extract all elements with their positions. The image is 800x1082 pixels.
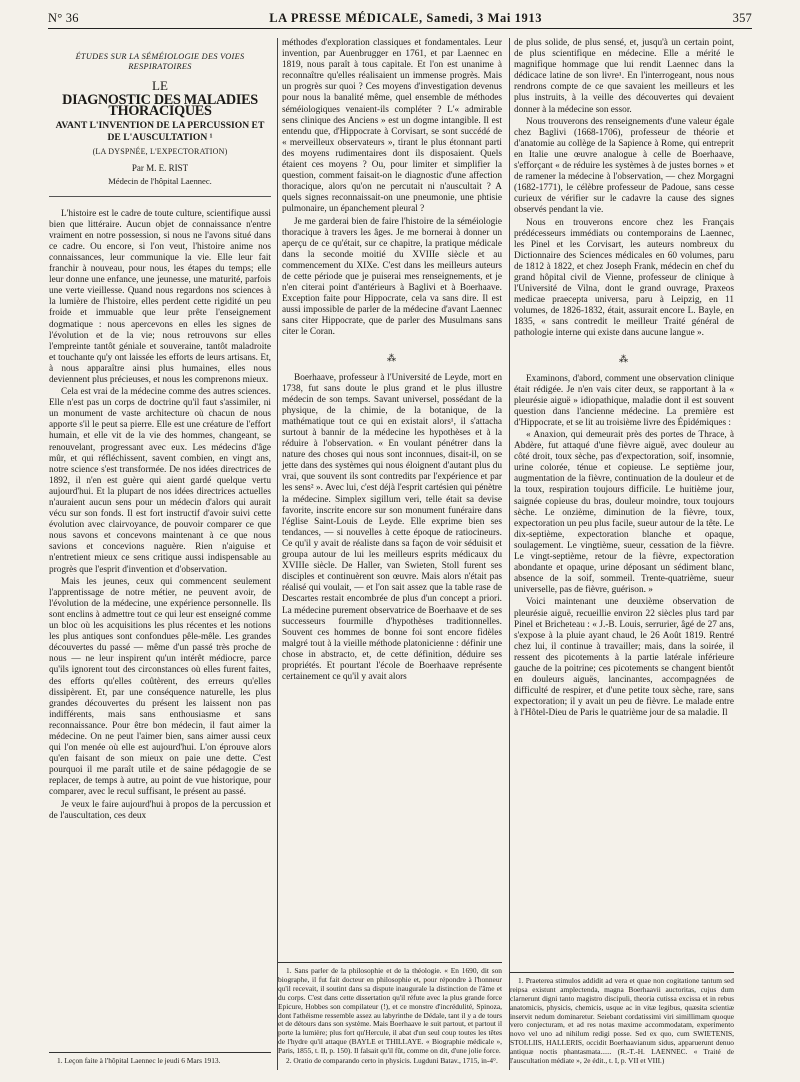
body-paragraph: Cela est vrai de la médecine comme des autres sciences. Elle n'est pas un corps de doctrine qu'il faut s'assimiler, ni un monument de vaste architecture où chacun de nous apporte s'il le peut sa pierre. Elle est une créature de l'effort humain, et elle vit de la vie des hommes, changeant, se renouvelant, progressant avec eux. Les médecins d'âge mûr, et qui réfléchissent, savent combien, en vingt ans, notre science s'est transformée. De nos idées directrices de 1892, il n'en est guère qui aient gardé quelque vertu aujourd'hui. Et la plupart de nos idées directrices actuelles n'auraient aucun sens pour un médecin d'alors qui aurait vécu sur son fonds. Il est fort instructif d'avoir suivi cette évolution avec clairvoyance, de pouvoir comparer ce que nous savons et concevons maintenant à ce que nous savions et concevions naguère. Rien n'aiguise et n'entretient mieux ce sens critique aussi indispensable au progrès que l'esprit d'invention et d'observation.	[49, 387, 271, 575]
body-paragraph: Voici maintenant une deuxième observation de pleurésie aiguë, recueillie environ 22 siècles plus tard par Pinel et Bricheteau : « J.-B. Louis, serrurier, âgé de 27 ans, s'expose à la pluie ayant chaud, le 26 Août 1819. Rentré chez lui, il continue à travailler; mais, dans la soirée, il ressent des picotements à la partie latérale inférieure gauche de la poitrine; ces picotements se changent bientôt en douleurs aiguës, lancinantes, accompagnées de difficulté de respirer, et d'une petite toux sèche, rare, sans expectoration; il y avait un peu de fièvre. Le malade entre à l'Hôtel-Dieu de Paris le quatrième jour de sa maladie. Il	[514, 597, 734, 719]
footnotes	[278, 952, 502, 1066]
body-paragraph: Nous trouverons des renseignements d'une valeur égale chez Baglivi (1668-1706), professeur de théorie et d'anatomie au collège de la Sapience à Rome, qui entreprit en Italie une œuvre analogue à celle de Boerhaave, s'efforçant « de réduire les systèmes à de justes bornes » et de ramener la médecine à l'observation, — chez Morgagni (1682-1771), le célèbre professeur de Padoue, sans cesse curieux de vérifier sur le cadavre la cause des signes observés pendant la vie.	[514, 116, 734, 216]
column-1	[49, 38, 271, 1070]
section-asterism: ⁂	[619, 353, 629, 364]
footnote: 1. Sans parler de la philosophie et de la théologie. « En 1690, dit son biographe, il fut fait docteur en philosophie et, pour répondre à l'honneur qu'il recevait, il soutint dans sa dispute inaugurale la distinction de l'âme et du corps. C'est dans cette dissertation qu'il réfute avec la plus grande force Epicure, Hobbes son compilateur (!), et ce monstre d'incrédulité, Spinoza, dont l'athéisme ressemble assez au labyrinthe de Dédale, tant il y a de tours et de détours dans son système. Mais Boerhaave le suit partout, et partout il porte la lumière; plus fort qu'Hercule, il abat d'un seul coup toutes les têtes de l'hydre qu'il attaque (BAYLE et THILLAYE. « Biographie médicale », Paris, 1855, t. II, p. 150). Il falsait qu'il fût, comme on dit, d'une jolie force.	[278, 966, 502, 1056]
body-paragraph: L'histoire est le cadre de toute culture, scientifique aussi bien que littéraire. Aucun objet de connaissance n'entre vraiment en notre possession, si nous ne l'avons situé dans ce cadre. Ou encore, si l'on veut, l'histoire anime nos connaissances, leur communique la vie. Elle leur fait franchir à nouveau, pour nous, les étapes du temps; elle leur donne une enfance, une jeunesse, une maturité, parfois une verte vieillesse. Quand nous regardons nos sciences à la lumière de l'histoire, elles perdent cette rigidité un peu froide et immuable que leur prête l'enseignement dogmatique : nous apercevons en elles les signes de l'évolution et de la vie; nous retrouvons sur elles l'empreinte tantôt géniale et souveraine, tantôt maladroite et touchante qu'y ont laissée les efforts de leurs artisans. Et, à nous apparaître ainsi plus humaines, elles nous deviennent plus précieuses, et nous les comprenons mieux.	[49, 208, 271, 385]
body-paragraph: Je me garderai bien de faire l'histoire de la séméiologie thoracique à travers les âges. Je me bornerai à donner un aperçu de ce qu'était, sur ce chapitre, la pratique médicale dans la seconde moitié du XVIIIe siècle et au commencement du XIXe. C'est dans les meilleurs auteurs de cette période que je puiserai mes renseignements, et je n'en citerai point d'antérieurs à Baglivi et à Boerhaave. Exception faite pour Hippocrate, cela va sans dire. Il est aussi impossible de parler de la médecine d'avant Laennec sans citer Hippocrate, que de parler des Musulmans sans citer le Coran.	[282, 216, 502, 338]
column-2	[277, 38, 502, 1070]
footnote: 1. Leçon faite à l'hôpital Laennec le jeudi 6 Mars 1913.	[57, 1056, 221, 1066]
body-paragraph: Mais les jeunes, ceux qui commencent seulement l'apprentissage de notre métier, ne peuvent avoir, de l'évolution de la médecine, une expérience personnelle. Ils sont enclins à admettre tout ce qui leur est enseigné comme un bloc où les acquisitions les plus récentes et les notions les plus antiques sont confondues pêle-mêle. Les grandes découvertes du passé — même d'un passé très proche de nous — ne leur inspirent qu'un intérêt médiocre, parce qu'ils ignorent tout des circonstances où elles furent faites, des efforts qu'elles coûtèrent, des erreurs qu'elles dissipèrent. Et, par une conséquence naturelle, les plus grandes découvertes du présent les laissent non pas indifférents, mais sans enthousiasme et sans reconnaissance. Pour être bon médecin, il faut aimer la médecine. On ne peut l'aimer bien, sans aimer aussi ceux qui l'on menée où elle est aujourd'hui. L'on éprouve alors qu'en faisant de son mieux on paie une dette. C'est pourquoi il me paraît utile et de saine pédagogie de se replacer, de temps à autre, au point de vue historique, pour comparer, avec le recul suffisant, le présent au passé.	[49, 576, 271, 798]
body-paragraph: Je veux le faire aujourd'hui à propos de la percussion et de l'auscultation, ces deux	[49, 799, 271, 821]
article-subtitle: AVANT L'INVENTION DE LA PERCUSSION ET DE L'AUSCULTATION ¹	[55, 120, 265, 143]
author-affiliation: Médecin de l'hôpital Laennec.	[49, 176, 271, 196]
body-paragraph: Nous en trouverons encore chez les Français prédécesseurs immédiats ou contemporains de Laennec, les Pinel et les Corvisart, les auteurs nombreux du Dictionnaire des Sciences médicales en 60 volumes, paru de 1812 à 1822, et chez Joseph Frank, médecin en chef du grand hôpital civil de Vienne, professeur de clinique à l'Université de Vilna, dont le grand ouvrage, Praxeos medicae praecepta universa, paru à Leipzig, en 11 volumes, de 1826-1832, était, assurait encore L. Bayle, en 1835, « sans contredit le meilleur Traité général de pathologie interne qui existe dans aucune langue ».	[514, 217, 734, 339]
footnotes	[49, 1042, 271, 1066]
body-paragraph: Boerhaave, professeur à l'Université de Leyde, mort en 1738, fut sans doute le plus grand et le plus illustre médecin de son temps. Savant universel, possédant de la physique, de la chimie, de la botanique, de la mathématique tout ce qui en existait alors¹, il s'attacha surtout à bannir de la médecine les hypothèses et à la réduire à l'observation. « En voulant pénétrer dans la nature des choses qui nous sont inconnues, disait-il, on se jette dans des systèmes qui nous éloignent d'autant plus du vrai, que souvent ils sont contredits par l'expérience et par les sens² ». Avec lui, c'est déjà l'esprit cartésien qui pénètre la médecine. Simplex sigillum veri, telle était sa devise favorite, inscrite encore sur son monument funéraire dans l'église Saint-Louis de Leyde. Elle exprime bien ses tendances, — si nouvelles à cette époque de ratiocineurs. Ce qu'il y avait de réaliste dans sa façon de voir séduisit et groupa autour de lui les meilleurs esprits médicaux du XVIIIe siècle. De Haller, van Swieten, Stoll furent ses disciples et continuèrent son œuvre. Mais alors n'était pas réalisé qui voulait, — et l'on sait assez que la table rase de Descartes restait encombrée de plus d'un concept a priori. La médecine purement observatrice de Boerhaave et de ses successeurs fourmille d'hypothèses traditionnelles. Souvent ces hommes de bonne foi sont encore fidèles malgré tout à la vieille méthode platonicienne : définir une chose in abstracto, et, de cette définition, déduire ses propriétés. Et pourtant l'école de Boerhaave représente certainement ce qu'il y avait alors	[282, 372, 502, 683]
footnote: 2. Oratio de comparando certo in physicis. Lugduni Batav., 1715, in-4°.	[286, 1056, 498, 1066]
footnote-rule	[278, 962, 502, 963]
footnote: 1. Praeterea stimulos addidit ad vera et quae non cogitatione tantum sed reipsa existunt amplectenda, magna Boerhaavii auctoritas, cujus dum clarnerunt digni tanto magistro discipuli, theoria cutissa excissa et in rebus anatomicis, physicis, chemicis, usque ac in vitæ legibus, quæsita scientiæ inservit nedum dominaretur. Seiebant cordatissimi viri simillimam quoque vero conjecturam, et ad res notas maxime accommodatam, experimento novo vel uno ad nihilum redigi posse. Sed ex quo, cum SWIETENIS, STOLLIIS, HALLERIS, occidit Boerhaavianum sidus, apparuerunt denuo antiquæ noctis phantasmata...... (R.-T.-H. LAENNEC. « Traité de l'auscultation médiate », 2e édit., t. I, p. VII et VIII.)	[510, 975, 734, 1066]
article-parenthetical: (LA DYSPNÉE, L'EXPECTORATION)	[92, 147, 228, 157]
body-paragraph: « Anaxion, qui demeurait près des portes de Thrace, à Abdère, fut attaqué d'une fièvre aiguë, avec douleur au côté droit, toux sèche, pas d'expectoration, soif, insomnie, urine colorée, ténue et copieuse. Le septième jour, augmentation de la fièvre, continuation de la douleur et de la toux, respiration toujours difficile. Le huitième jour, saignée copieuse du bras, douleur moindre, toux toujours sèche. Le onzième, diminution de la fièvre, toux, expectoration un peu plus facile, sueur autour de la tête. Le dix-septième, expectoration blanche et opaque, soulagement. Le vingtième, sueur, cessation de la fièvre. Le vingt-septième, retour de la fièvre, expectoration abondante et opaque, urine déposant un sédiment blanc, absence de la soif, sommeil. Trente-quatrième, sueur universelle, pas de fièvre, guérison. »	[514, 430, 734, 596]
body-paragraph: de plus solide, de plus sensé, et, jusqu'à un certain point, de plus scientifique en médecine. Elle a mérité le magnifique hommage que lui rendit Laennec dans la dédicace latine de son livre¹. En l'interrogeant, nous nous rendrons compte de ce que savaient les meilleurs et les plus instruits, à la veille des découvertes qui devaient donner à la médecine son essor.	[514, 38, 734, 115]
running-header	[48, 8, 752, 29]
column-3	[509, 38, 734, 1070]
section-asterism: ⁂	[387, 352, 397, 363]
footnote-rule	[49, 1052, 271, 1053]
series-heading: ÉTUDES SUR LA SÉMÉIOLOGIE DES VOIES RESPIRATOIRES	[75, 52, 245, 71]
issue-number: N° 36	[48, 10, 79, 25]
body-paragraph: méthodes d'exploration classiques et fondamentales. Leur invention, par Auenbrugger en 1761, et par Laennec en 1819, nous paraît à tous capitale. Et l'on est unanime à reconnaître qu'elles réalisaient un immense progrès. Mais un progrès sur quoi ? Ces moyens d'investigation devenus pour nous la banalité même, quel ensemble de méthodes séméiologiques venaient-ils compléter ? L'« admirable sens clinique des Anciens » est un dogme intangible. Il est entendu que, d'Hippocrate à Corvisart, se sont succédé de « merveilleux observateurs », tirant le plus étonnant parti des moyens rudimentaires dont ils disposaient. Quels étaient ces moyens ? Ou, pour limiter et simplifier la question, comment faisait-on le diagnostic d'une affection thoracique, alors qu'on ne percutait ni n'auscultait ? A quels signes reconnaissait-on une pneumonie, une phtisie pulmonaire, un épanchement pleural ?	[282, 38, 502, 215]
page-number: 357	[732, 10, 752, 25]
footnotes	[510, 962, 734, 1066]
author-byline: Par M. E. RIST	[131, 163, 189, 174]
body-paragraph: Examinons, d'abord, comment une observation clinique était rédigée. Je n'en vais citer deux, se rapportant à la « pleurésie aiguë » idiopathique, maladie dont il est souvent question dans l'ancienne médecine. La première est d'Hippocrate, et se lit au troisième livre des Épidémiques :	[514, 373, 734, 428]
article-title: DIAGNOSTIC DES MALADIES THORACIQUES	[62, 92, 258, 120]
footnote-rule	[510, 972, 734, 973]
journal-title: LA PRESSE MÉDICALE, Samedi, 3 Mai 1913	[269, 10, 543, 25]
article-title-prefix: LE	[152, 78, 168, 93]
